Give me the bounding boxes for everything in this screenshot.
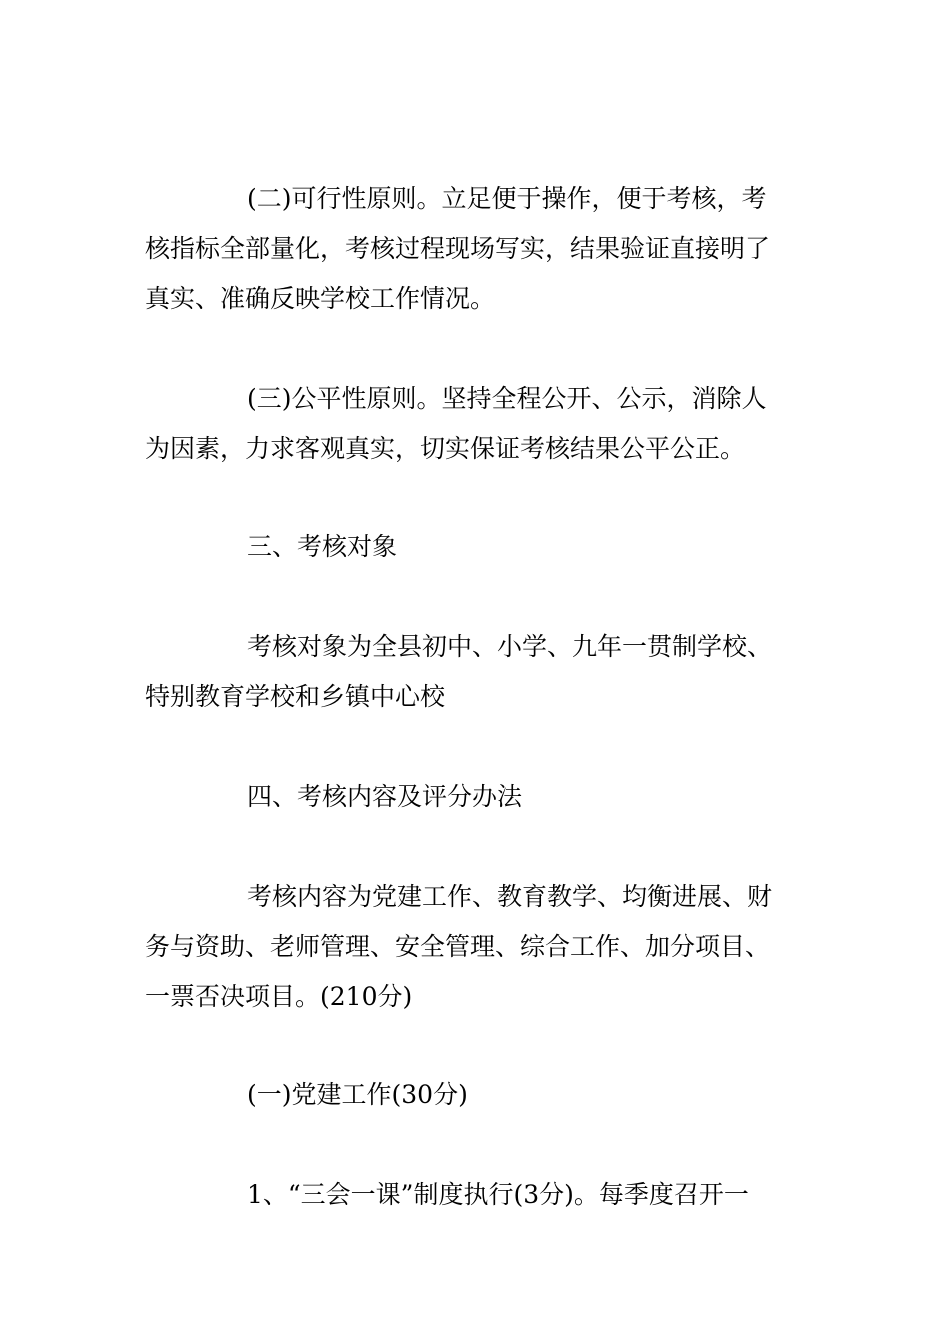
paragraph-target-line-1: 考核对象为全县初中、小学、九年一贯制学校、: [247, 632, 773, 661]
paragraph-content-line-1: 考核内容为党建工作、教育教学、均衡进展、财: [247, 882, 773, 911]
paragraph-feasibility-line-1: (二)可行性原则。立足便于操作，便于考核，考: [247, 184, 767, 213]
paragraph-item-1-line-1: 1、“三会一课”制度执行(3分)。每季度召开一: [247, 1180, 749, 1209]
paragraph-fairness-line-1: (三)公平性原则。坚持全程公开、公示，消除人: [247, 384, 767, 413]
paragraph-feasibility-line-2: 核指标全部量化，考核过程现场写实，结果验证直接明了: [145, 234, 771, 263]
paragraph-content-line-3: 一票否决项目。(210分): [145, 982, 413, 1011]
paragraph-feasibility-line-3: 真实、准确反映学校工作情况。: [145, 284, 496, 313]
heading-assessment-target: 三、考核对象: [247, 532, 398, 561]
paragraph-content-line-2: 务与资助、老师管理、安全管理、综合工作、加分项目、: [145, 932, 771, 961]
subheading-party-building: (一)党建工作(30分): [247, 1080, 468, 1109]
paragraph-fairness-line-2: 为因素，力求客观真实，切实保证考核结果公平公正。: [145, 434, 746, 463]
heading-assessment-content: 四、考核内容及评分办法: [247, 782, 523, 811]
paragraph-target-line-2: 特别教育学校和乡镇中心校: [145, 682, 446, 711]
